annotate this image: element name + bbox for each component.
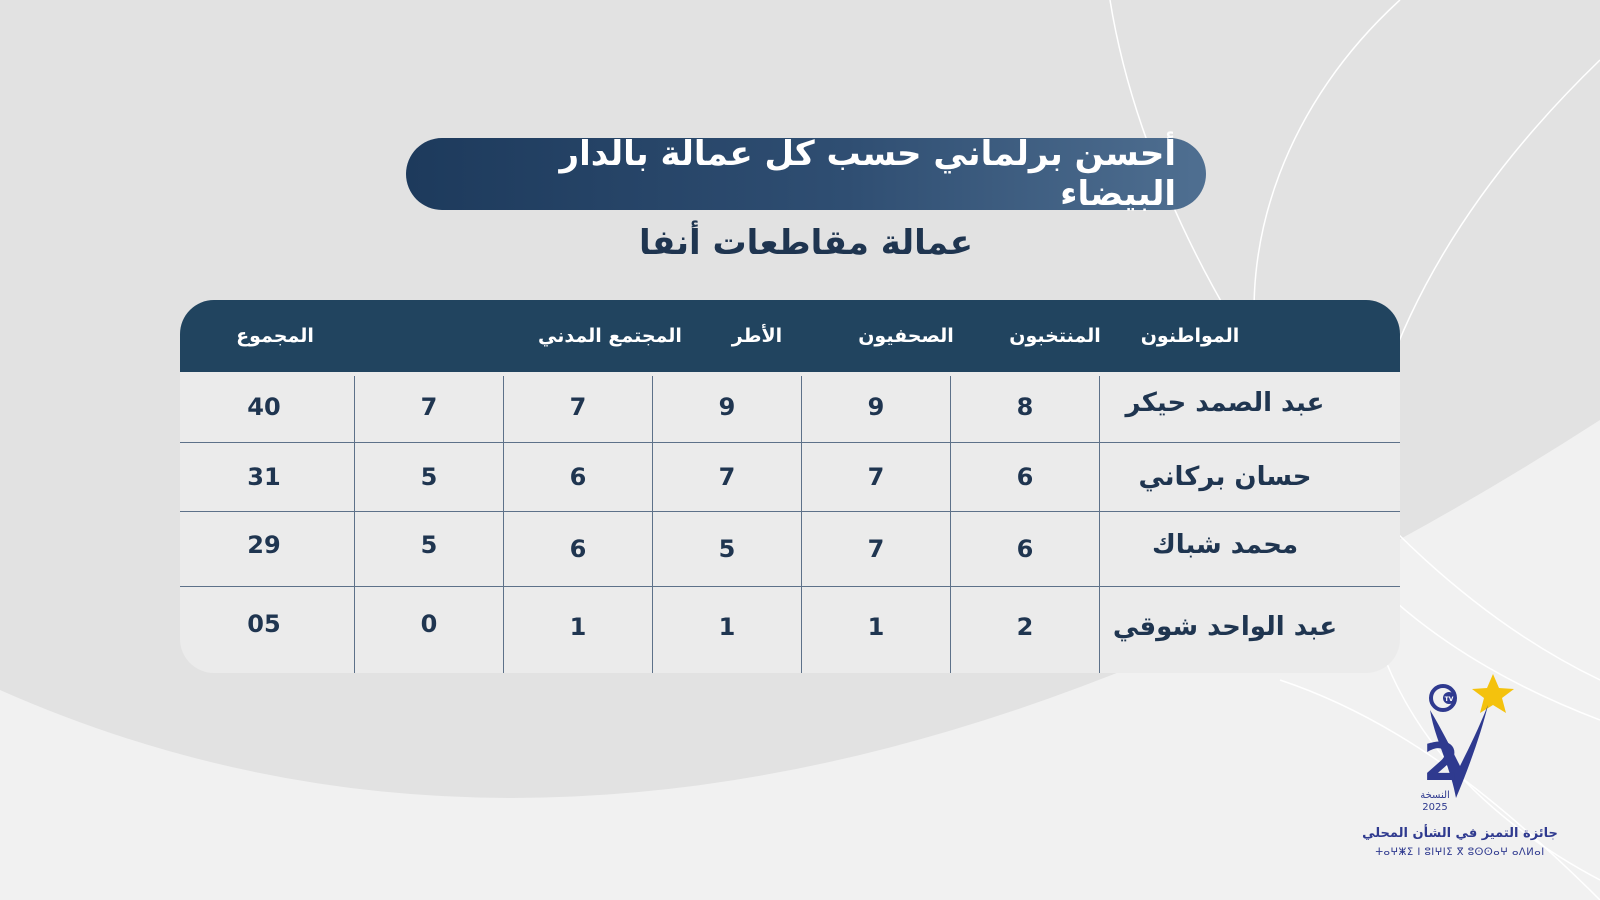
cell-executives: 7 (569, 393, 587, 421)
cell-civil-society: 5 (420, 463, 438, 491)
cell-executives: 6 (569, 463, 587, 491)
table-row (180, 587, 1400, 673)
header-journalists: الصحفيون (858, 325, 954, 347)
cell-journalists: 1 (718, 613, 736, 641)
header-total: المجموع (236, 325, 314, 347)
header-civil-society: المجتمع المدني (538, 325, 682, 347)
logo-year: 2025 (1422, 802, 1448, 813)
logo-edition (1400, 790, 1470, 814)
cell-journalists: 5 (718, 535, 736, 563)
cell-journalists: 7 (718, 463, 736, 491)
cell-total: 31 (247, 463, 281, 491)
table-row (180, 512, 1400, 586)
cell-executives: 6 (569, 535, 587, 563)
header-citizens: المواطنون (1140, 325, 1240, 347)
header-executives: الأطر (731, 325, 783, 347)
cell-civil-society: 7 (420, 393, 438, 421)
svg-text:TV: TV (1444, 696, 1454, 703)
row-name: حسان بركاني (1138, 462, 1312, 492)
results-table (180, 300, 1400, 673)
cell-citizens: 6 (1016, 535, 1034, 563)
logo-name-tifinagh: ⵜⴰⵖⵥⵉ ⵏ ⵓⵏⵖⵏⵉ ⴳ ⵓⵙⵙⴰⵖ ⴰⴷⵍⴰⵏ (1375, 847, 1545, 858)
row-name: محمد شباك (1151, 530, 1299, 560)
cell-citizens: 6 (1016, 463, 1034, 491)
cell-elected: 7 (867, 535, 885, 563)
logo-edition-label: النسخة (1420, 790, 1450, 801)
cell-journalists: 9 (718, 393, 736, 421)
cell-civil-society: 0 (420, 610, 438, 638)
table-row (180, 372, 1400, 442)
row-name: عبد الواحد شوقي (1112, 612, 1338, 642)
cell-elected: 9 (867, 393, 885, 421)
cell-civil-society: 5 (420, 531, 438, 559)
table-header (180, 300, 1400, 372)
cell-executives: 1 (569, 613, 587, 641)
star-icon (1472, 674, 1514, 713)
table-row (180, 443, 1400, 511)
page-title: أحسن برلماني حسب كل عمالة بالدار البيضاء (406, 138, 1206, 210)
svg-text:2: 2 (1423, 733, 1460, 793)
cell-citizens: 8 (1016, 393, 1034, 421)
header-elected: المنتخبون (1009, 325, 1101, 347)
cell-citizens: 2 (1016, 613, 1034, 641)
row-name: عبد الصمد حيكر (1125, 388, 1325, 418)
cell-total: 40 (247, 393, 281, 421)
cell-elected: 1 (867, 613, 885, 641)
cell-total: 05 (247, 610, 281, 638)
cell-elected: 7 (867, 463, 885, 491)
cell-total: 29 (247, 531, 281, 559)
logo-name-arabic: جائزة التميز في الشأن المحلي (1362, 826, 1558, 841)
page-subtitle: عمالة مقاطعات أنفا (639, 223, 973, 263)
